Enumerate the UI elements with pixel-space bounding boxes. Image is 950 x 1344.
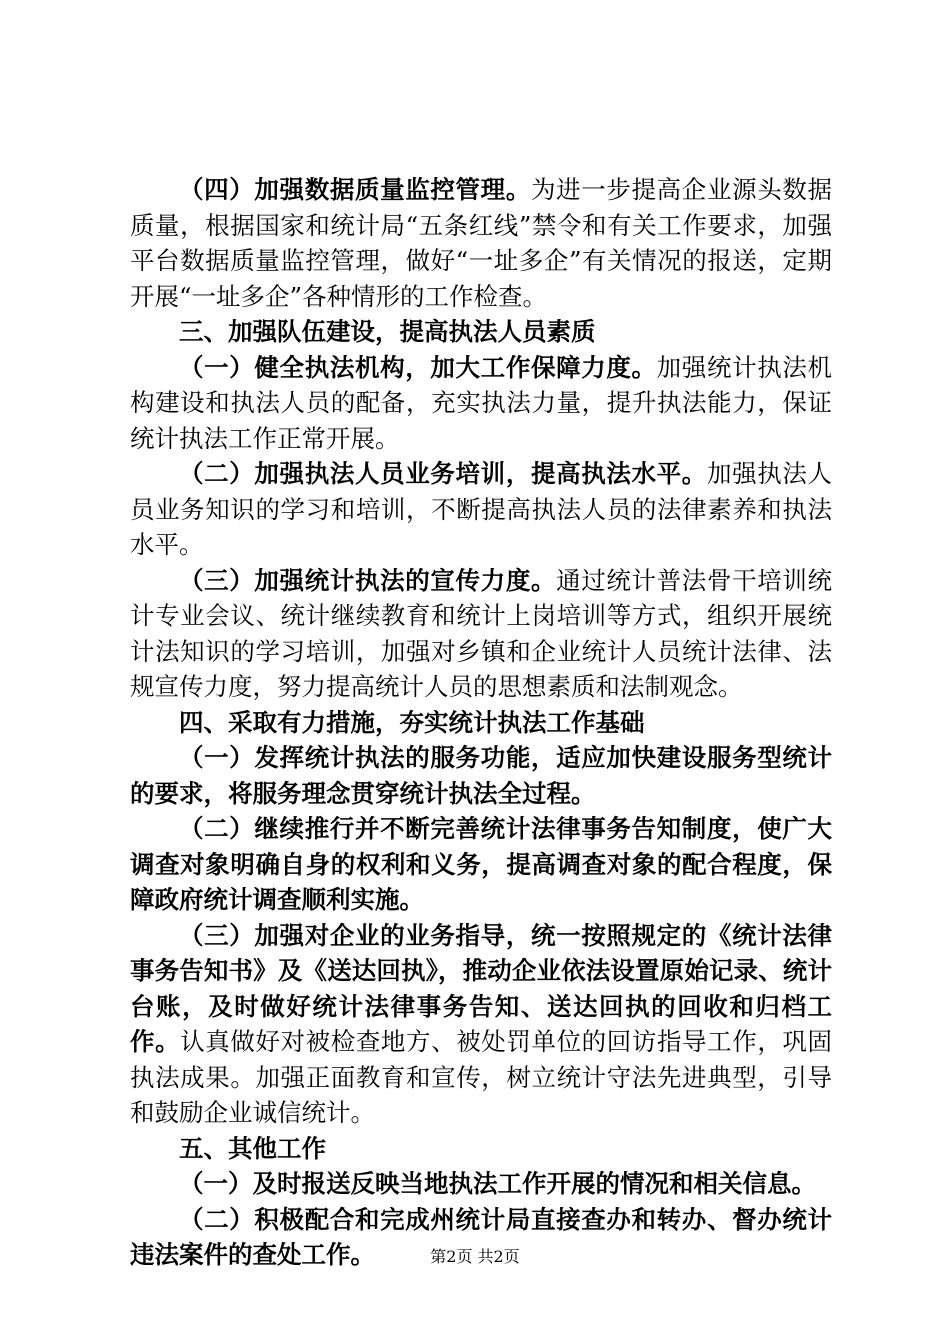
paragraph-lead: （二）加强执法人员业务培训，提高执法水平。	[179, 459, 707, 488]
paragraph-body: 加强执法人员业务知识的学习和培训，不断提高执法人员的法律素养和执法水平。	[130, 459, 833, 559]
paragraph-lead: （一）及时报送反映当地执法工作开展的情况和相关信息。	[179, 1169, 816, 1198]
page-footer: 第2页 共2页	[430, 1247, 520, 1266]
heading-text: 三、加强队伍建设，提高执法人员素质	[179, 317, 596, 346]
paragraph-legal-notice	[130, 811, 832, 918]
paragraph-lead: （一）健全执法机构，加大工作保障力度。	[179, 352, 657, 382]
heading-text: 四、采取有力措施，夯实统计执法工作基础	[179, 707, 645, 737]
paragraph-staff-training	[130, 456, 832, 563]
paragraph-enforcement-agency	[130, 350, 832, 457]
paragraph-publicity	[130, 563, 832, 705]
paragraph-lead: （三）加强对企业的业务指导，统一按照规定的《统计法律事务告知书》及《送达回执》，推动企业依法设置原始记录、统计台账，及时做好统计法律事务告知、送达回执的回收和归档工作。	[130, 920, 832, 1056]
paragraph-body: 为进一步提高企业源头数据质量，根据国家和统计局“五条红线”禁令和有关工作要求，加强平台数据质量监控管理，做好“一址多企”有关情况的报送，定期开展“一址多企”各种情形的工作检查。	[130, 175, 833, 311]
document-body	[130, 172, 832, 1273]
paragraph-lead: （一）发挥统计执法的服务功能，适应加快建设服务型统计的要求，将服务理念贯穿统计执法全过程。	[130, 743, 832, 808]
paragraph-data-quality	[130, 172, 832, 314]
section-heading-3	[130, 314, 832, 350]
paragraph-lead: （四）加强数据质量监控管理。	[179, 175, 531, 204]
paragraph-body: 通过统计普法骨干培训统计专业会议、统计继续教育和统计上岗培训等方式，组织开展统计法知识的学习培训，加强对乡镇和企业统计人员统计法律、法规宣传力度，努力提高统计人员的思想素质和法制观念。	[130, 565, 833, 701]
heading-text: 五、其他工作	[179, 1133, 326, 1163]
paragraph-body: 认真做好对被检查地方、被处罚单位的回访指导工作，巩固执法成果。加强正面教育和宣传，树立统计守法先进典型，引导和鼓励企业诚信统计。	[130, 1027, 832, 1127]
paragraph-lead: （三）加强统计执法的宣传力度。	[179, 565, 557, 595]
section-heading-4	[130, 705, 832, 741]
paragraph-enterprise-guidance	[130, 918, 832, 1131]
section-heading-5	[130, 1131, 832, 1167]
paragraph-lead: （二）继续推行并不断完善统计法律事务告知制度，使广大调查对象明确自身的权利和义务，提高调查对象的配合程度，保障政府统计调查顺利实施。	[130, 814, 832, 914]
paragraph-body: 加强统计执法机构建设和执法人员的配备，充实执法力量，提升执法能力，保证统计执法工作正常开展。	[130, 352, 833, 453]
paragraph-service-function	[130, 740, 832, 811]
paragraph-report-info	[130, 1166, 832, 1202]
paragraph-lead: （二）积极配合和完成州统计局直接查办和转办、督办统计违法案件的查处工作。	[130, 1204, 832, 1269]
